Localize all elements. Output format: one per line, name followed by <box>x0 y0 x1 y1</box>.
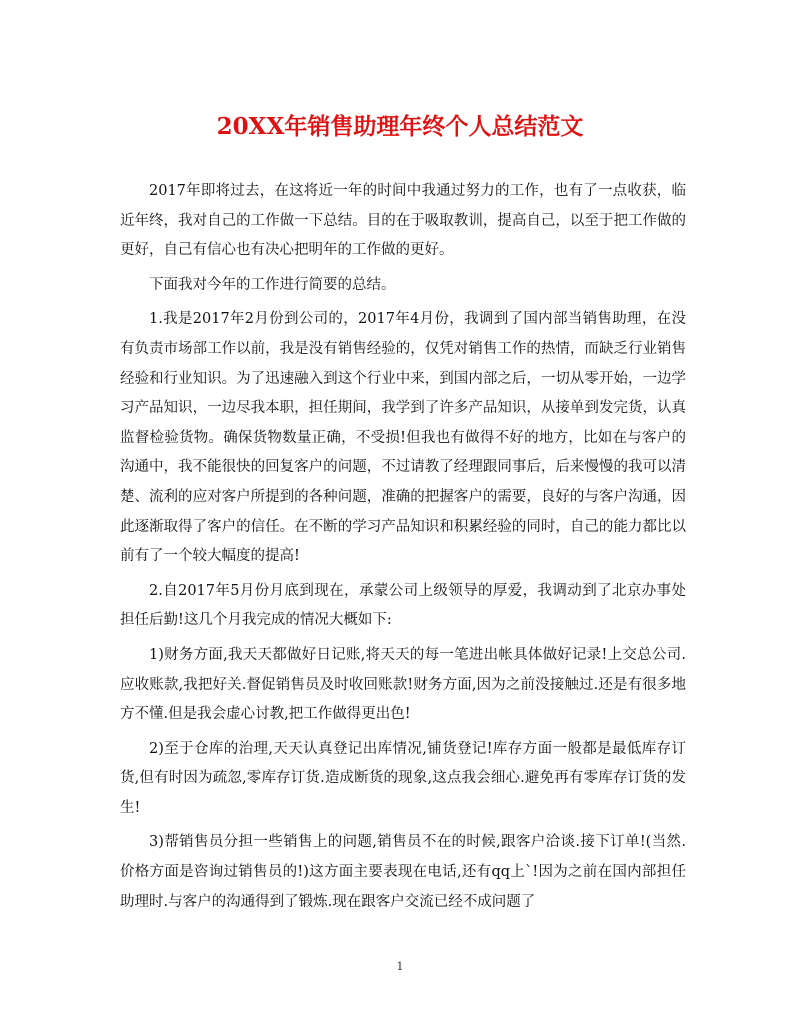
document-body <box>120 177 686 922</box>
paragraph-warehouse: 2)至于仓库的治理,天天认真登记出库情况,铺货登记!库存方面一般都是最低库存订货,但有时因为疏忽,零库存订货.造成断货的现象,这点我会细心.避免再有零库存订货的发生! <box>120 740 686 816</box>
paragraph-intro: 2017年即将过去，在这将近一年的时间中我通过努力的工作，也有了一点收获，临近年终，我对自己的工作做一下总结。目的在于吸取教训，提高自己，以至于把工作做的更好，自己有信心也有决心把明年的工作做的更好。 <box>120 183 686 259</box>
paragraph-point-2: 2.自2017年5月份月底到现在，承蒙公司上级领导的厚爱，我调动到了北京办事处担任后勤!这几个月我完成的情况大概如下: <box>120 582 686 629</box>
paragraph-summary-lead: 下面我对今年的工作进行简要的总结。 <box>149 276 396 293</box>
page-number: 1 <box>396 960 404 973</box>
paragraph-point-1: 1.我是2017年2月份到公司的，2017年4月份，我调到了国内部当销售助理，在没有负责市场部工作以前，我是没有销售经验的，仅凭对销售工作的热情，而缺乏行业销售经验和行业知识。为了迅速融入到这个行业中来，到国内部之后，一切从零开始，一边学习产品知识，一边尽我本职，担任期间，我学到了许多产品知识，从接单到发完货，认真监督检验货物。确保货物数量正确，不受损!但我也有做得不好的地方，比如在与客户的沟通中，我不能很快的回复客户的问题，不过请教了经理跟同事后，后来慢慢的我可以清楚、流利的应对客户所提到的各种问题，准确的把握客户的需要，良好的与客户沟通，因此逐渐取得了客户的信任。在不断的学习产品知识和积累经验的同时，自己的能力都比以前有了一个较大幅度的提高! <box>120 311 686 565</box>
document-title: 20XX年销售助理年终个人总结范文 <box>216 113 584 140</box>
paragraph-finance: 1)财务方面,我天天都做好日记账,将天天的每一笔进出帐具体做好记录!上交总公司.应收账款,我把好关.督促销售员及时收回账款!财务方面,因为之前没接触过.还是有很多地方不懂.但是我会虚心讨教,把工作做得更出色! <box>120 646 686 723</box>
paragraph-sales-support: 3)帮销售员分担一些销售上的问题,销售员不在的时候,跟客户洽谈.接下订单!(当然.价格方面是咨询过销售员的!)这方面主要表现在电话,还有qq上`!因为之前在国内部担任助理时.与客户的沟通得到了锻炼.现在跟客户交流已经不成问题了 <box>120 834 686 910</box>
